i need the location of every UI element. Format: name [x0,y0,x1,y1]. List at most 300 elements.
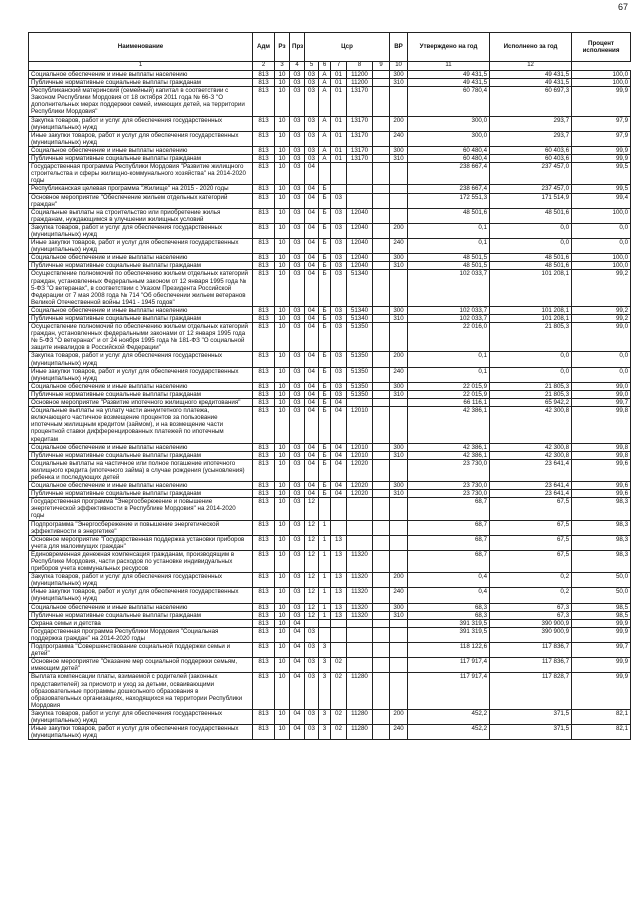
cell-a: 03 [305,643,319,658]
cell-a: 03 [305,71,319,79]
table-row [29,367,631,382]
cell-d: 11320 [347,611,373,619]
cell-adm: 813 [253,390,275,398]
cell-vr: 240 [390,131,408,146]
cell-name: Публичные нормативные социальные выплаты гражданам [29,490,253,498]
col-number: 12 [490,62,572,71]
cell-prz: 03 [290,443,305,451]
cell-pct: 50,0 [572,588,631,603]
cell-d [347,520,373,535]
cell-a: 12 [305,603,319,611]
cell-empty [373,619,390,627]
cell-d: 11280 [347,673,373,709]
cell-b [319,498,331,520]
cell-prz: 03 [290,323,305,352]
cell-b: Б [319,399,331,407]
cell-d: 13170 [347,155,373,163]
cell-adm: 813 [253,482,275,490]
cell-d: 11320 [347,550,373,572]
cell-name: Публичные нормативные социальные выплаты гражданам [29,262,253,270]
cell-b: Б [319,443,331,451]
cell-pct: 98,5 [572,603,631,611]
cell-a: 04 [305,163,319,185]
cell-adm: 813 [253,725,275,740]
cell-vr [390,163,408,185]
table-row [29,185,631,193]
table-row [29,459,631,481]
cell-name: Социальное обеспечение и иные выплаты населению [29,71,253,79]
cell-name: Закупка товаров, работ и услуг для обеспечения государственных (муниципальных) нужд [29,116,253,131]
cell-empty [373,262,390,270]
cell-name: Охрана семьи и детства [29,619,253,627]
cell-fact: 0,0 [490,223,572,238]
cell-b: Б [319,270,331,306]
table-row [29,399,631,407]
cell-b [319,619,331,627]
cell-fact: 237 457,0 [490,185,572,193]
cell-fact: 49 431,5 [490,71,572,79]
cell-d: 12040 [347,239,373,254]
cell-empty [373,71,390,79]
cell-name: Осуществление полномочий по обеспечению жильем отдельных категорий граждан, установленных федеральными законами от 12 января 1995 года № 5-ФЗ "О ветеранах" и от 24 ноября 1995 года № 181-ФЗ "О социальной защите инвалидов в Российской Федерации" [29,323,253,352]
cell-rz: 10 [275,490,290,498]
cell-d [347,643,373,658]
cell-vr [390,193,408,208]
cell-empty [373,443,390,451]
cell-fact: 390 900,9 [490,619,572,627]
cell-plan: 42 386,1 [408,451,490,459]
cell-c [331,627,347,642]
cell-d: 12010 [347,451,373,459]
cell-b: 3 [319,725,331,740]
cell-fact: 49 431,5 [490,79,572,87]
cell-b: Б [319,262,331,270]
cell-name: Государственная программа Республики Мордовия "Социальная поддержка граждан" на 2014-2020 годы [29,627,253,642]
cell-vr: 300 [390,306,408,314]
cell-b: А [319,155,331,163]
cell-fact: 0,2 [490,573,572,588]
cell-name: Основное мероприятие "Государственная поддержка установки приборов учета для малоимущих граждан" [29,535,253,550]
cell-plan: 68,7 [408,550,490,572]
cell-rz: 10 [275,239,290,254]
cell-name: Социальное обеспечение и иные выплаты населению [29,306,253,314]
table-row [29,146,631,154]
cell-b: Б [319,407,331,443]
cell-adm: 813 [253,254,275,262]
cell-d [347,193,373,208]
cell-a: 03 [305,155,319,163]
cell-plan: 0,1 [408,352,490,367]
cell-d: 11320 [347,588,373,603]
cell-a: 04 [305,459,319,481]
cell-a: 12 [305,498,319,520]
cell-prz: 03 [290,498,305,520]
cell-empty [373,185,390,193]
cell-fact: 390 900,9 [490,627,572,642]
cell-rz: 10 [275,116,290,131]
cell-vr: 310 [390,79,408,87]
cell-d: 11280 [347,709,373,724]
cell-empty [373,451,390,459]
cell-rz: 10 [275,146,290,154]
cell-b: Б [319,367,331,382]
cell-d: 51340 [347,315,373,323]
cell-plan: 22 015,9 [408,390,490,398]
cell-b: 3 [319,643,331,658]
cell-plan: 102 033,7 [408,315,490,323]
cell-name: Иные закупки товаров, работ и услуг для обеспечения государственных (муниципальных) нужд [29,239,253,254]
cell-plan: 117 917,4 [408,673,490,709]
cell-empty [373,482,390,490]
cell-c: 03 [331,254,347,262]
cell-d [347,535,373,550]
cell-c: 13 [331,588,347,603]
cell-fact: 48 501,6 [490,262,572,270]
cell-c: 02 [331,658,347,673]
cell-vr [390,673,408,709]
cell-d: 11200 [347,79,373,87]
cell-empty [373,315,390,323]
cell-a: 04 [305,323,319,352]
cell-d: 12040 [347,262,373,270]
cell-pct: 99,6 [572,482,631,490]
cell-d: 12020 [347,459,373,481]
cell-fact: 371,5 [490,709,572,724]
col-number: 8 [347,62,373,71]
cell-empty [373,390,390,398]
cell-d: 51350 [347,323,373,352]
cell-plan: 48 501,5 [408,262,490,270]
cell-d: 11320 [347,603,373,611]
cell-a: 04 [305,382,319,390]
cell-name: Республиканский материнский (семейный) капитал в соответствии с Законом Республики Мордовия от 18 октября 2011 года № 66-З "О дополнительных мерах поддержки семей, имеющих детей, на территории Республики Мордовия" [29,87,253,116]
cell-adm: 813 [253,643,275,658]
cell-name: Закупка товаров, работ и услуг для обеспечения государственных (муниципальных) нужд [29,573,253,588]
cell-plan: 60 480,4 [408,146,490,154]
cell-name: Закупка товаров, работ и услуг для обеспечения государственных (муниципальных) нужд [29,223,253,238]
cell-pct: 99,5 [572,185,631,193]
cell-a: 04 [305,262,319,270]
cell-pct: 99,9 [572,155,631,163]
cell-fact: 293,7 [490,116,572,131]
cell-pct: 100,0 [572,71,631,79]
cell-a: 04 [305,315,319,323]
cell-plan: 172 551,3 [408,193,490,208]
cell-c: 03 [331,262,347,270]
cell-vr [390,535,408,550]
cell-pct: 100,0 [572,262,631,270]
cell-pct: 100,0 [572,79,631,87]
cell-rz: 10 [275,407,290,443]
cell-fact: 21 805,3 [490,390,572,398]
cell-prz: 04 [290,725,305,740]
cell-pct: 100,0 [572,254,631,262]
col-number: 2 [253,62,275,71]
cell-adm: 813 [253,116,275,131]
cell-c: 13 [331,611,347,619]
cell-c [331,643,347,658]
cell-plan: 22 015,9 [408,382,490,390]
cell-a: 03 [305,673,319,709]
cell-c: 01 [331,116,347,131]
cell-vr [390,619,408,627]
cell-a: 03 [305,658,319,673]
cell-c: 03 [331,270,347,306]
cell-d: 12040 [347,223,373,238]
cell-a: 12 [305,588,319,603]
cell-adm: 813 [253,550,275,572]
cell-fact: 237 457,0 [490,163,572,185]
cell-a: 03 [305,79,319,87]
cell-prz: 03 [290,520,305,535]
cell-adm: 813 [253,87,275,116]
cell-a: 04 [305,306,319,314]
cell-d: 12010 [347,407,373,443]
cell-a: 03 [305,87,319,116]
cell-a: 04 [305,443,319,451]
cell-vr: 240 [390,367,408,382]
col-number: 5 [305,62,319,71]
table-row [29,306,631,314]
cell-b: Б [319,459,331,481]
cell-adm: 813 [253,451,275,459]
cell-vr [390,407,408,443]
cell-b: Б [319,390,331,398]
cell-a: 04 [305,193,319,208]
cell-name: Осуществление полномочий по обеспечению жильем отдельных категорий граждан, установленных Федеральным законом от 12 января 1995 года № 5-ФЗ "О ветеранах", в соответствии с Указом Президента Российской Федерации от 7 мая 2008 года № 714 "Об обеспечении жильем ветеранов Великой Отечественной войны 1941 - 1945 годов" [29,270,253,306]
cell-rz: 10 [275,643,290,658]
col-number: 4 [290,62,305,71]
cell-empty [373,709,390,724]
cell-fact: 0,0 [490,367,572,382]
cell-name: Иные закупки товаров, работ и услуг для обеспечения государственных (муниципальных) нужд [29,367,253,382]
cell-c: 01 [331,155,347,163]
cell-empty [373,573,390,588]
cell-d: 51340 [347,270,373,306]
cell-pct: 99,9 [572,673,631,709]
cell-adm: 813 [253,131,275,146]
cell-plan: 0,1 [408,239,490,254]
cell-pct: 99,9 [572,658,631,673]
cell-b: 1 [319,603,331,611]
cell-rz: 10 [275,658,290,673]
cell-prz: 03 [290,482,305,490]
cell-plan: 102 033,7 [408,306,490,314]
cell-c: 04 [331,482,347,490]
cell-pct: 99,9 [572,619,631,627]
cell-d: 12020 [347,482,373,490]
cell-adm: 813 [253,520,275,535]
cell-fact: 293,7 [490,131,572,146]
cell-pct: 98,3 [572,498,631,520]
cell-b: 1 [319,588,331,603]
cell-empty [373,627,390,642]
cell-d: 13170 [347,131,373,146]
cell-rz: 10 [275,270,290,306]
cell-adm: 813 [253,673,275,709]
cell-d [347,627,373,642]
cell-rz: 10 [275,390,290,398]
cell-name: Закупка товаров, работ и услуг для обеспечения государственных (муниципальных) нужд [29,352,253,367]
cell-name: Единовременная денежная компенсация гражданам, производящим в Республике Мордовия, части расходов по установке индивидуальных приборов учета коммунальных ресурсов [29,550,253,572]
cell-name: Основное мероприятие "Развитие ипотечного жилищного кредитования" [29,399,253,407]
col-header: Утверждено на год [408,33,490,62]
cell-prz: 03 [290,79,305,87]
cell-b: 1 [319,535,331,550]
budget-table [28,32,631,740]
cell-name: Социальное обеспечение и иные выплаты населению [29,443,253,451]
cell-empty [373,155,390,163]
cell-vr: 200 [390,223,408,238]
page-number: 67 [617,2,628,12]
cell-c: 13 [331,573,347,588]
cell-plan: 68,7 [408,520,490,535]
cell-adm: 813 [253,611,275,619]
cell-b: Б [319,315,331,323]
cell-empty [373,643,390,658]
table-row [29,79,631,87]
cell-empty [373,146,390,154]
table-row [29,87,631,116]
cell-adm: 813 [253,71,275,79]
cell-d: 51340 [347,306,373,314]
cell-pct: 97,9 [572,131,631,146]
cell-prz: 03 [290,490,305,498]
cell-c: 02 [331,725,347,740]
cell-c: 03 [331,223,347,238]
table-row [29,315,631,323]
cell-empty [373,588,390,603]
cell-empty [373,116,390,131]
table-row [29,270,631,306]
cell-a: 04 [305,490,319,498]
cell-fact: 171 514,9 [490,193,572,208]
cell-rz: 10 [275,709,290,724]
cell-empty [373,163,390,185]
cell-a: 12 [305,573,319,588]
table-row [29,725,631,740]
cell-pct: 99,2 [572,315,631,323]
cell-name: Иные закупки товаров, работ и услуг для обеспечения государственных (муниципальных) нужд [29,725,253,740]
cell-prz: 03 [290,131,305,146]
cell-adm: 813 [253,239,275,254]
cell-d [347,163,373,185]
cell-fact: 0,0 [490,352,572,367]
cell-vr [390,399,408,407]
cell-c [331,619,347,627]
cell-c: 13 [331,550,347,572]
cell-c: 03 [331,367,347,382]
table-row [29,352,631,367]
table-row [29,709,631,724]
cell-pct: 99,9 [572,146,631,154]
cell-prz: 03 [290,208,305,223]
cell-prz: 03 [290,270,305,306]
table-row [29,535,631,550]
cell-a: 04 [305,352,319,367]
cell-vr: 310 [390,390,408,398]
cell-pct: 98,3 [572,550,631,572]
cell-name: Иные закупки товаров, работ и услуг для обеспечения государственных (муниципальных) нужд [29,131,253,146]
cell-pct: 99,7 [572,643,631,658]
cell-pct: 82,1 [572,709,631,724]
cell-name: Социальные выплаты на уплату части аннуитетного платежа, включающего частичное возмещение процентов за пользование ипотечным жилищным кредитом (займом), и на возмещение части процентной ставки дифференцированных платежей по ипотечным кредитам [29,407,253,443]
cell-prz: 03 [290,550,305,572]
table-row [29,131,631,146]
cell-adm: 813 [253,262,275,270]
cell-adm: 813 [253,185,275,193]
cell-prz: 03 [290,239,305,254]
table-row [29,611,631,619]
cell-b: Б [319,223,331,238]
cell-rz: 10 [275,223,290,238]
cell-prz: 03 [290,146,305,154]
cell-plan: 391 319,5 [408,627,490,642]
cell-pct: 0,0 [572,239,631,254]
cell-d: 13170 [347,146,373,154]
cell-name: Основное мероприятие "Обеспечение жильем отдельных категорий граждан" [29,193,253,208]
cell-rz: 10 [275,155,290,163]
cell-adm: 813 [253,573,275,588]
cell-plan: 68,3 [408,611,490,619]
col-header: ВР [390,33,408,62]
cell-plan: 118 122,6 [408,643,490,658]
cell-pct: 99,8 [572,443,631,451]
cell-b: Б [319,482,331,490]
cell-empty [373,490,390,498]
table-header-row [29,33,631,62]
cell-empty [373,382,390,390]
cell-b: 3 [319,673,331,709]
cell-fact: 0,0 [490,239,572,254]
cell-b: А [319,116,331,131]
cell-pct: 99,5 [572,163,631,185]
cell-plan: 49 431,5 [408,71,490,79]
cell-vr [390,185,408,193]
cell-pct: 0,0 [572,352,631,367]
cell-plan: 391 319,5 [408,619,490,627]
cell-c: 03 [331,193,347,208]
cell-a: 03 [305,131,319,146]
cell-adm: 813 [253,315,275,323]
cell-rz: 10 [275,71,290,79]
cell-prz: 03 [290,87,305,116]
table-row [29,451,631,459]
cell-rz: 10 [275,611,290,619]
cell-name: Публичные нормативные социальные выплаты гражданам [29,390,253,398]
cell-empty [373,323,390,352]
cell-rz: 10 [275,535,290,550]
cell-d: 51350 [347,382,373,390]
table-row [29,498,631,520]
col-number: 3 [275,62,290,71]
cell-vr [390,627,408,642]
cell-a: 04 [305,270,319,306]
cell-plan: 68,7 [408,498,490,520]
cell-vr [390,550,408,572]
cell-vr [390,643,408,658]
cell-adm: 813 [253,658,275,673]
cell-c: 01 [331,146,347,154]
cell-c: 03 [331,390,347,398]
cell-d: 12020 [347,490,373,498]
cell-name: Публичные нормативные социальные выплаты гражданам [29,451,253,459]
cell-plan: 48 501,6 [408,208,490,223]
table-row [29,673,631,709]
cell-vr: 300 [390,443,408,451]
cell-empty [373,459,390,481]
cell-b: Б [319,193,331,208]
